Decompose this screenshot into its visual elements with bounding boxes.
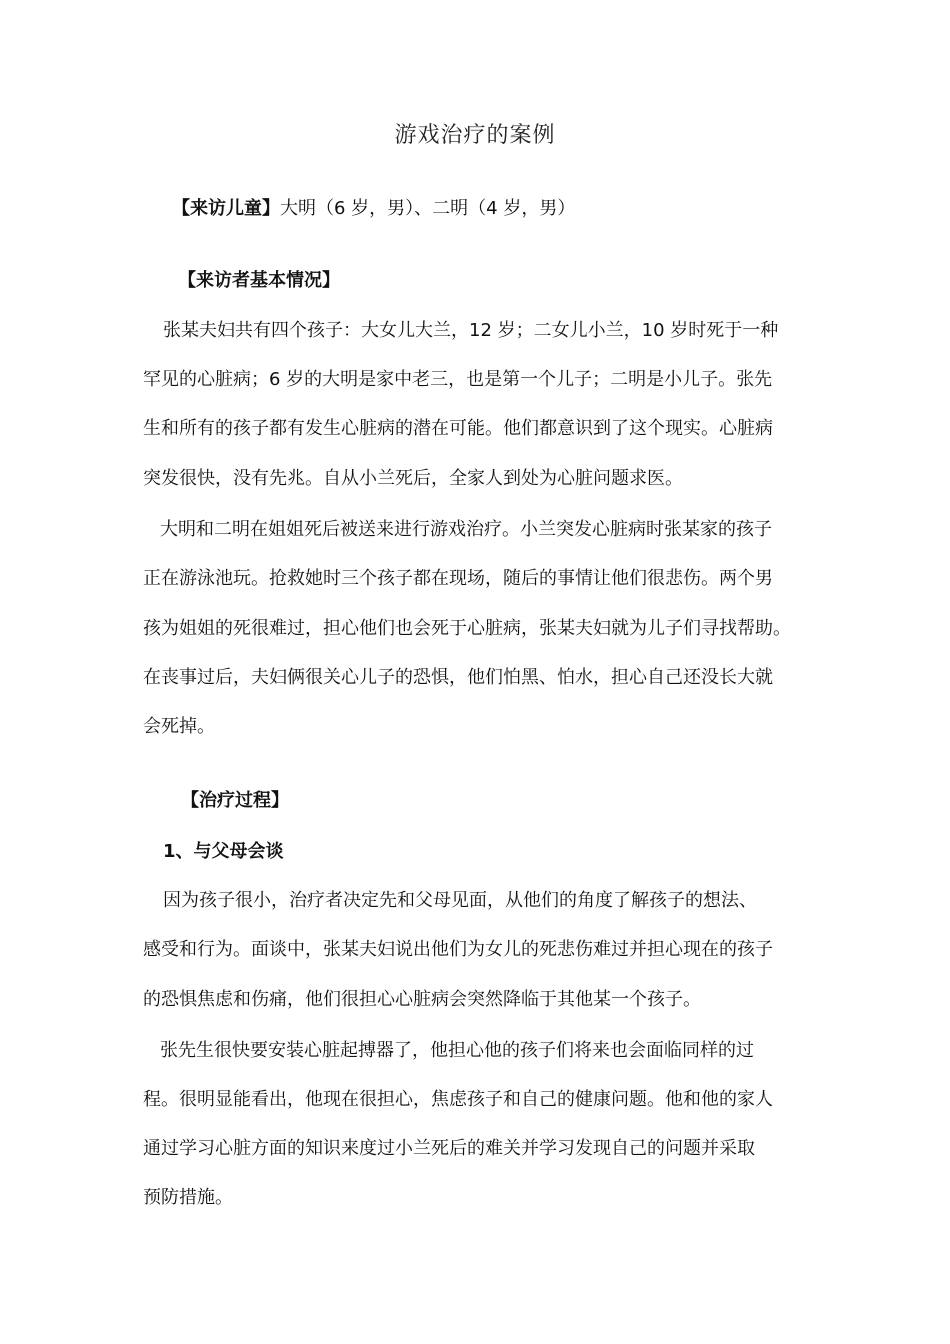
paragraph-line: 正在游泳池玩。抢救她时三个孩子都在现场，随后的事情让他们很悲伤。两个男: [143, 568, 773, 589]
section-heading-parents-interview: 1、与父母会谈: [163, 841, 284, 862]
paragraph-line: 大明和二明在姐姐死后被送来进行游戏治疗。小兰突发心脏病时张某家的孩子: [160, 519, 772, 540]
paragraph-line: 张先生很快要安装心脏起搏器了，他担心他的孩子们将来也会面临同样的过: [160, 1040, 754, 1061]
visitor-text: 大明（6 岁，男）、二明（4 岁，男）: [280, 198, 576, 219]
paragraph-line: 预防措施。: [143, 1187, 233, 1208]
paragraph-line: 的恐惧焦虑和伤痛，他们很担心心脏病会突然降临于其他某一个孩子。: [143, 989, 701, 1010]
basic-info-heading: 【来访者基本情况】: [178, 270, 340, 291]
paragraph-line: 生和所有的孩子都有发生心脏病的潜在可能。他们都意识到了这个现实。心脏病: [143, 418, 773, 439]
visitor-label: 【来访儿童】: [172, 198, 280, 219]
paragraph-line: 会死掉。: [143, 716, 215, 737]
process-heading: 【治疗过程】: [181, 790, 289, 811]
document-title: 游戏治疗的案例: [394, 123, 556, 148]
paragraph-line: 通过学习心脏方面的知识来度过小兰死后的难关并学习发现自己的问题并采取: [143, 1138, 755, 1159]
paragraph-line: 程。很明显能看出，他现在很担心，焦虑孩子和自己的健康问题。他和他的家人: [143, 1089, 773, 1110]
paragraph-line: 在丧事过后，夫妇俩很关心儿子的恐惧，他们怕黑、怕水，担心自己还没长大就: [143, 667, 773, 688]
paragraph-line: 因为孩子很小，治疗者决定先和父母见面，从他们的角度了解孩子的想法、: [163, 890, 757, 911]
paragraph-line: 孩为姐姐的死很难过，担心他们也会死于心脏病，张某夫妇就为儿子们寻找帮助。: [143, 618, 791, 639]
paragraph-line: 突发很快，没有先兆。自从小兰死后，全家人到处为心脏问题求医。: [143, 468, 683, 489]
visitor-line: [172, 196, 842, 222]
paragraph-line: 罕见的心脏病；6 岁的大明是家中老三，也是第一个儿子；二明是小儿子。张先: [143, 369, 773, 390]
paragraph-line: 感受和行为。面谈中，张某夫妇说出他们为女儿的死悲伤难过并担心现在的孩子: [143, 939, 773, 960]
paragraph-line: 张某夫妇共有四个孩子：大女儿大兰，12 岁；二女儿小兰，10 岁时死于一种: [163, 320, 779, 341]
